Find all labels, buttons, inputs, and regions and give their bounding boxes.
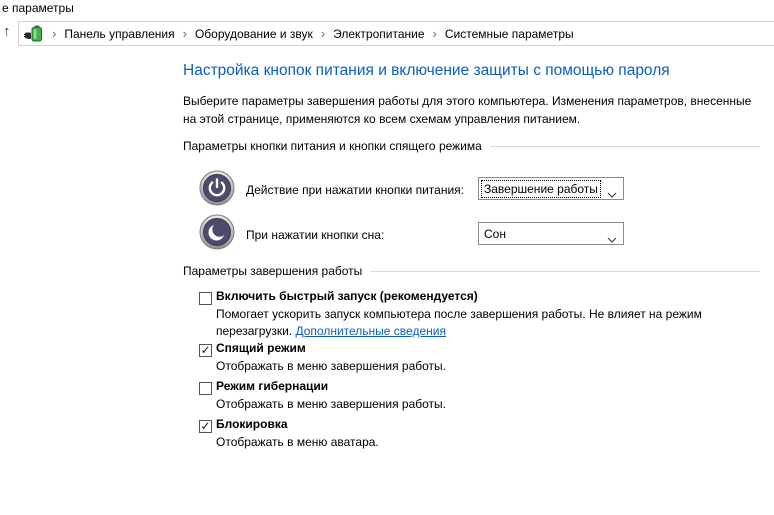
dropdown-chevron-icon: [607, 187, 617, 201]
breadcrumb-chevron-icon: ›: [432, 26, 437, 41]
breadcrumb-power-options[interactable]: Электропитание: [333, 26, 425, 41]
fast-startup-label[interactable]: Включить быстрый запуск (рекомендуется): [216, 289, 478, 303]
sleep-mode-checkbox[interactable]: ✓: [200, 343, 211, 357]
fast-startup-description: [216, 306, 721, 340]
hibernate-description: Отображать в меню завершения работы.: [216, 397, 447, 411]
power-buttons-section-header: [183, 139, 760, 153]
content-area: [183, 0, 760, 515]
sleep-button-action-label: При нажатии кнопки сна:: [246, 228, 385, 242]
hibernate-label[interactable]: Режим гибернации: [216, 379, 329, 393]
sleep-button-icon: [199, 214, 235, 250]
power-button-action-label: Действие при нажатии кнопки питания:: [246, 183, 465, 197]
more-info-link[interactable]: Дополнительные сведения: [295, 324, 446, 338]
description-text: Помогает ускорить запуск компьютера после завершения работы. Не влияет на режим перезагрузки.: [216, 307, 702, 338]
section-title: Параметры кнопки питания и кнопки спящего режима: [183, 139, 482, 153]
section-rule: [490, 146, 760, 147]
window-title-fragment: е параметры: [2, 1, 74, 15]
sleep-mode-label[interactable]: Спящий режим: [216, 341, 306, 355]
breadcrumb-system-settings[interactable]: Системные параметры: [444, 26, 574, 41]
power-button-action-dropdown[interactable]: [478, 177, 624, 200]
lock-description: Отображать в меню аватара.: [216, 435, 379, 449]
breadcrumb-chevron-icon: ›: [320, 26, 326, 41]
sleep-mode-description: Отображать в меню завершения работы.: [216, 359, 447, 373]
page-title: Настройка кнопок питания и включение защиты с помощью пароля: [183, 62, 670, 79]
lock-label[interactable]: Блокировка: [216, 417, 288, 431]
hibernate-checkbox[interactable]: [199, 382, 212, 395]
power-options-icon: [24, 24, 44, 44]
shutdown-settings-section-header: [183, 264, 760, 278]
dropdown-chevron-icon: [607, 232, 617, 246]
section-rule: [370, 271, 760, 272]
lock-checkbox[interactable]: ✓: [200, 419, 211, 433]
sleep-button-action-dropdown[interactable]: [478, 222, 624, 245]
breadcrumb-chevron-icon: ›: [52, 26, 57, 41]
up-arrow-icon[interactable]: ↑: [3, 23, 11, 40]
breadcrumb-hardware-sound[interactable]: Оборудование и звук: [194, 26, 313, 41]
breadcrumb-chevron-icon: ›: [182, 26, 187, 41]
breadcrumb-control-panel[interactable]: Панель управления: [64, 26, 175, 41]
section-title: Параметры завершения работы: [183, 264, 363, 278]
page-intro-text: Выберите параметры завершения работы для этого компьютера. Изменения параметров, внесенные на этой странице, применяются ко всем схемам управления питанием.: [183, 94, 752, 126]
dropdown-selected-value: Сон: [484, 226, 506, 241]
dropdown-selected-value: Завершение работы: [484, 181, 598, 196]
fast-startup-checkbox[interactable]: [199, 292, 212, 305]
power-button-icon: [199, 170, 235, 206]
